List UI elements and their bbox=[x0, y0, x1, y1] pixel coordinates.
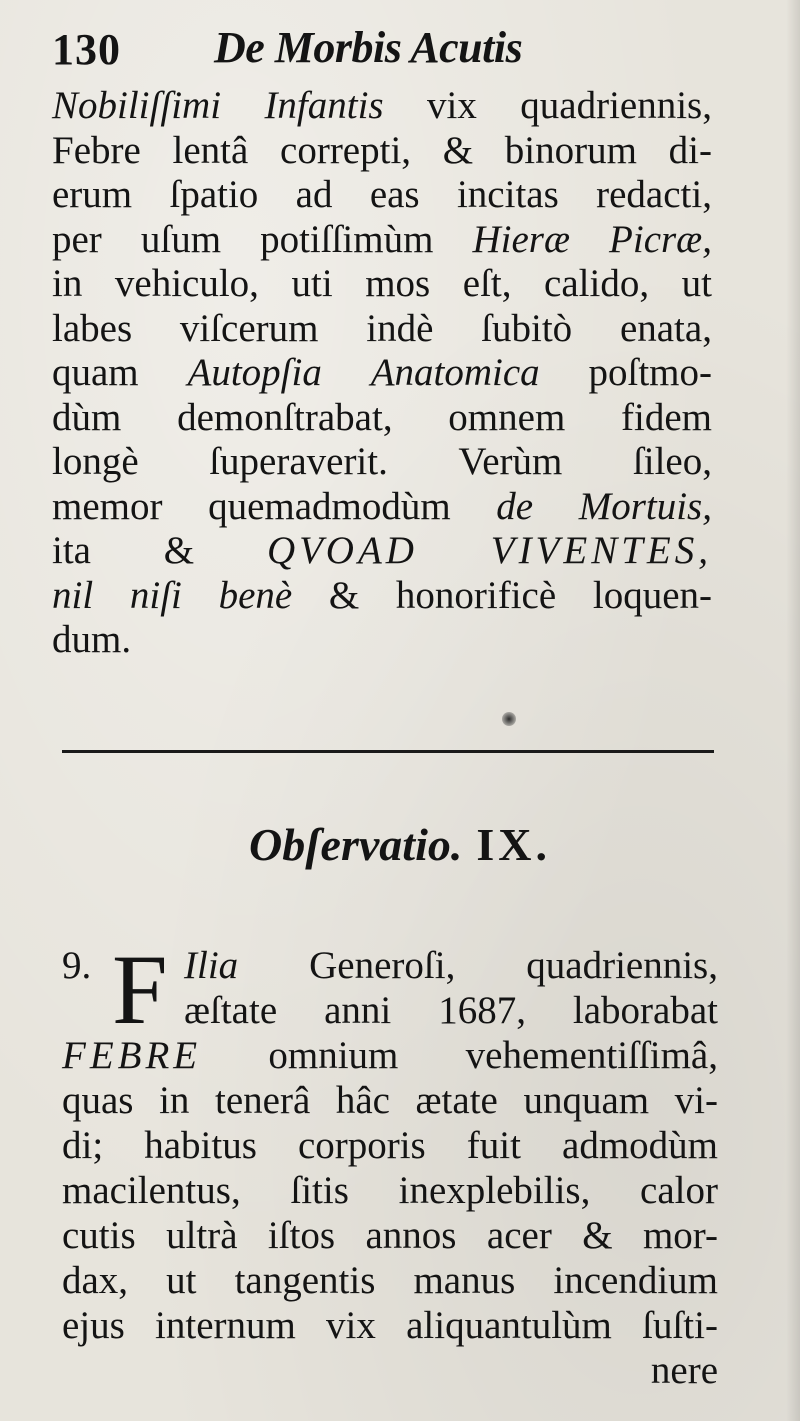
word: quas bbox=[62, 1079, 134, 1122]
word: 1687, bbox=[438, 989, 526, 1032]
word: hâc bbox=[335, 1079, 390, 1122]
word: corporis bbox=[297, 1124, 426, 1167]
word: vix bbox=[326, 1304, 376, 1347]
ink-spot bbox=[502, 712, 516, 726]
word: ſuſti- bbox=[642, 1304, 718, 1347]
text-line bbox=[52, 218, 712, 263]
word: potiſſimùm bbox=[260, 217, 434, 261]
word: uſum bbox=[140, 217, 222, 261]
word: Picræ, bbox=[609, 217, 712, 261]
text-line bbox=[62, 1214, 718, 1259]
word: longè bbox=[52, 440, 139, 483]
word: erum bbox=[52, 173, 133, 216]
text-line bbox=[62, 1079, 718, 1124]
word: Ilia bbox=[184, 944, 239, 987]
word: & bbox=[582, 1214, 613, 1257]
text-line bbox=[52, 129, 712, 174]
word: dùm bbox=[52, 395, 122, 439]
word: loquen- bbox=[592, 573, 712, 617]
word: labes bbox=[52, 306, 133, 350]
word: ſubitò bbox=[481, 306, 573, 350]
word: vehementiſſimâ, bbox=[465, 1034, 718, 1077]
word: indè bbox=[366, 306, 434, 350]
word: binorum bbox=[504, 128, 637, 172]
word: Verùm bbox=[458, 440, 563, 483]
word: calor bbox=[640, 1169, 718, 1212]
word: Anatomica bbox=[370, 351, 540, 394]
word: Autopſia bbox=[187, 351, 322, 394]
word: eſt, bbox=[462, 262, 512, 305]
text-line bbox=[52, 485, 712, 530]
word: acer bbox=[486, 1214, 552, 1257]
word: enata, bbox=[619, 306, 712, 350]
word: vi- bbox=[674, 1079, 718, 1122]
word: anni bbox=[324, 989, 392, 1032]
word: Generoſi, bbox=[309, 944, 456, 987]
text-line bbox=[52, 307, 712, 352]
word: dax, bbox=[62, 1259, 129, 1302]
heading-number: IX. bbox=[476, 819, 551, 870]
word: redacti, bbox=[596, 173, 712, 216]
word: uti bbox=[291, 262, 333, 305]
section-rule bbox=[62, 750, 714, 753]
page-number: 130 bbox=[52, 25, 121, 74]
word: fidem bbox=[621, 395, 712, 439]
word: aliquantulùm bbox=[406, 1304, 612, 1347]
word: & bbox=[163, 529, 195, 572]
word: ſpatio bbox=[169, 173, 259, 216]
word: ejus bbox=[62, 1304, 125, 1347]
word: ad bbox=[295, 173, 333, 216]
word: mor- bbox=[642, 1214, 718, 1257]
text-line bbox=[62, 1124, 718, 1169]
word: manus bbox=[413, 1259, 516, 1302]
word: Mortuis, bbox=[578, 484, 712, 528]
word: vehiculo, bbox=[114, 262, 259, 305]
heading-word: Obſervatio. bbox=[249, 819, 463, 870]
word: iſtos bbox=[267, 1214, 336, 1257]
word: quadriennis, bbox=[520, 84, 712, 127]
text-line bbox=[184, 944, 718, 989]
word: memor bbox=[52, 484, 163, 528]
word: Infantis bbox=[264, 84, 384, 127]
word: quadriennis, bbox=[526, 944, 718, 987]
word: mos bbox=[365, 262, 431, 305]
text-line bbox=[52, 529, 712, 574]
text-line bbox=[52, 574, 712, 619]
word: unquam bbox=[523, 1079, 650, 1122]
word: vix bbox=[427, 84, 477, 127]
running-title: De Morbis Acutis bbox=[214, 23, 523, 72]
word: ſileo, bbox=[632, 440, 712, 483]
text-line bbox=[62, 1259, 718, 1304]
word: viſcerum bbox=[179, 306, 319, 350]
word: demonſtrabat, bbox=[177, 395, 393, 439]
word: macilentus, bbox=[62, 1169, 241, 1212]
word: omnium bbox=[268, 1034, 399, 1077]
word: quemadmodùm bbox=[208, 484, 451, 528]
text-line bbox=[52, 618, 712, 663]
paragraph-continued bbox=[52, 84, 712, 663]
word: ultrà bbox=[166, 1214, 238, 1257]
word: de bbox=[496, 484, 534, 528]
word: inexplebilis, bbox=[398, 1169, 591, 1212]
word: tenerâ bbox=[215, 1079, 311, 1122]
text-line bbox=[52, 440, 712, 485]
text-line bbox=[52, 84, 712, 129]
text-line bbox=[52, 351, 712, 396]
word: di; bbox=[62, 1124, 104, 1167]
word: in bbox=[159, 1079, 190, 1122]
word: cutis bbox=[62, 1214, 136, 1257]
text-line bbox=[52, 262, 712, 307]
word: annos bbox=[365, 1214, 457, 1257]
page-edge-shadow bbox=[786, 0, 800, 1421]
word: Febre bbox=[52, 128, 141, 172]
word: eas bbox=[369, 173, 420, 216]
catchword-line bbox=[62, 1349, 718, 1394]
word: ætate bbox=[415, 1079, 498, 1122]
word: & bbox=[328, 573, 360, 617]
word: in bbox=[52, 262, 83, 305]
word: & bbox=[442, 128, 474, 172]
word: correpti, bbox=[280, 128, 412, 172]
word: per bbox=[52, 217, 102, 261]
word: benè bbox=[218, 573, 293, 617]
word: Nobiliſſimi bbox=[52, 84, 222, 127]
word: omnem bbox=[448, 395, 566, 439]
paragraph-observation-9 bbox=[62, 934, 718, 1394]
word: nil bbox=[52, 573, 94, 617]
word: dum. bbox=[52, 618, 132, 661]
word: incitas bbox=[456, 173, 559, 216]
word: tangentis bbox=[234, 1259, 376, 1302]
word: ſuperaverit. bbox=[209, 440, 388, 483]
word: honorificè bbox=[395, 573, 557, 617]
word: quam bbox=[52, 351, 139, 394]
word: internum bbox=[155, 1304, 296, 1347]
text-line bbox=[52, 396, 712, 441]
word: di- bbox=[668, 128, 712, 172]
word: incendium bbox=[553, 1259, 718, 1302]
word: ut bbox=[166, 1259, 197, 1302]
drop-cap: F bbox=[112, 934, 168, 1045]
catchword: nere bbox=[650, 1349, 718, 1392]
text-line bbox=[52, 173, 712, 218]
text-line bbox=[62, 1304, 718, 1349]
word: Hieræ bbox=[472, 217, 570, 261]
text-line bbox=[184, 989, 718, 1034]
word: admodùm bbox=[562, 1124, 718, 1167]
word: ut bbox=[681, 262, 712, 305]
word: calido, bbox=[544, 262, 650, 305]
word: habitus bbox=[144, 1124, 257, 1167]
word: QVOAD bbox=[266, 529, 418, 572]
text-line bbox=[62, 1169, 718, 1214]
word: poſtmo- bbox=[588, 351, 712, 394]
word: VIVENTES, bbox=[490, 529, 712, 572]
running-head bbox=[52, 22, 752, 78]
word: lentâ bbox=[172, 128, 249, 172]
paragraph-number: 9. bbox=[62, 944, 92, 987]
section-heading bbox=[0, 818, 800, 871]
word: ſitis bbox=[290, 1169, 349, 1212]
word: FEBRE bbox=[62, 1034, 202, 1077]
word: fuit bbox=[466, 1124, 521, 1167]
word: æſtate bbox=[184, 989, 278, 1032]
word: niſi bbox=[129, 573, 182, 617]
word: laborabat bbox=[572, 989, 718, 1032]
word: ita bbox=[52, 529, 91, 572]
